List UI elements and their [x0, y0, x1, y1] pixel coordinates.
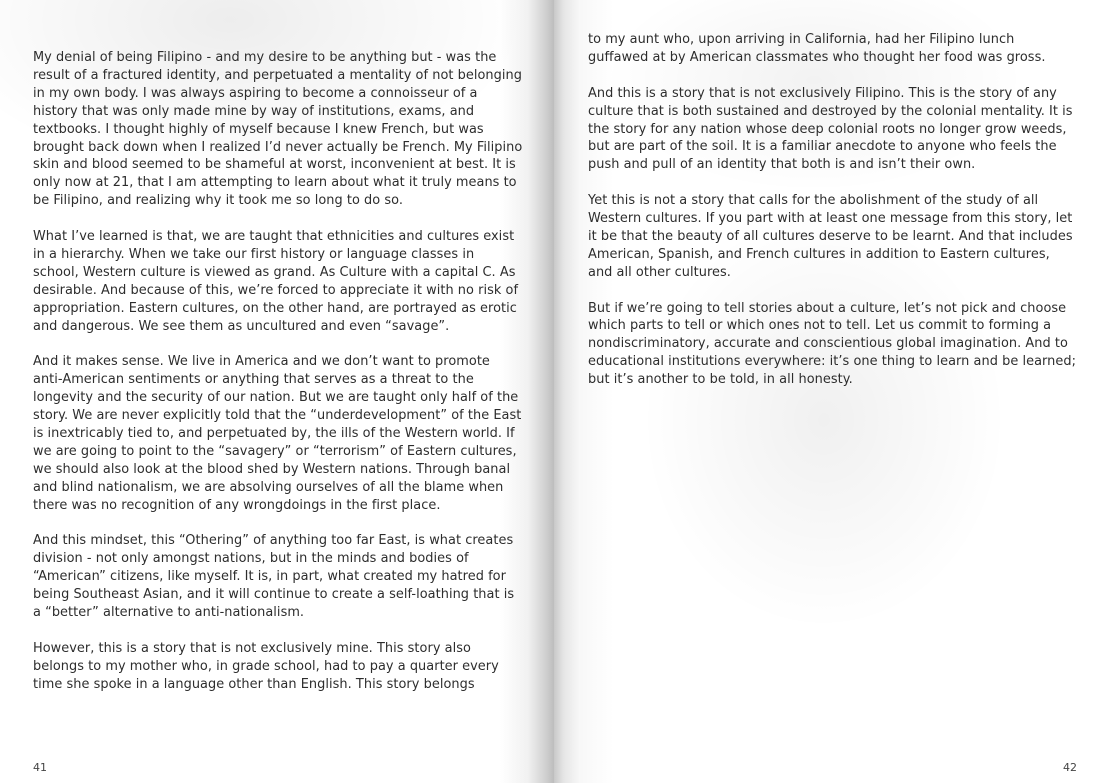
right-page-body: [588, 31, 1078, 389]
page-number-left: 41: [33, 761, 47, 774]
paragraph: And this is a story that is not exclusively Filipino. This is the story of any culture that is both sustained and destroyed by the colonial mentality. It is the story for any nation whose deep colonial roots no longer grow weeds, but are part of the soil. It is a familiar anecdote to anyone who feels the push and pull of an identity that both is and isn’t their own.: [588, 85, 1073, 173]
paragraph: What I’ve learned is that, we are taught that ethnicities and cultures exist in a hierarchy. When we take our first history or language classes in school, Western culture is viewed as grand. As Culture with a capital C. As desirable. And because of this, we’re forced to appreciate it with no risk of appropriation. Eastern cultures, on the other hand, are portrayed as erotic and dangerous. We see them as uncultured and even “savage”.: [33, 229, 519, 334]
right-page: [554, 0, 1107, 783]
paragraph: And this mindset, this “Othering” of anything too far East, is what creates division - not only amongst nations, but in the minds and bodies of “American” citizens, like myself. It is, in part, what created my hatred for being Southeast Asian, and it will continue to create a self-loathing that is a “better” alternative to anti-nationalism.: [33, 533, 515, 621]
paragraph: Yet this is not a story that calls for the abolishment of the study of all Western cultures. If you part with at least one message from this story, let it be that the beauty of all cultures deserve to be learnt. And that includes American, Spanish, and French cultures in addition to Eastern cultures, and all other cultures.: [588, 193, 1073, 280]
page-number-right: 42: [1063, 761, 1077, 774]
paragraph: My denial of being Filipino - and my desire to be anything but - was the result of a fractured identity, and perpetuated a mentality of not belonging in my own body. I was always aspiring to become a connoisseur of a history that was only made mine by way of institutions, exams, and textbooks. I thought highly of myself because I knew French, but was brought back down when I realized I’d never actually be French. My Filipino skin and blood seemed to be shameful at worst, inconvenient at best. It is only now at 21, that I am attempting to learn about what it truly means to be Filipino, and realizing why it took me so long to do so.: [33, 50, 523, 209]
paragraph: However, this is a story that is not exclusively mine. This story also belongs to my mother who, in grade school, had to pay a quarter every time she spoke in a language other than English. This story belongs: [33, 640, 499, 692]
paragraph: And it makes sense. We live in America and we don’t want to promote anti-American sentiments or anything that serves as a threat to the longevity and the security of our nation. But we are taught only half of the story. We are never explicitly told that the “underdevelopment” of the East is inextricably tied to, and perpetuated by, the ills of the Western world. If we are going to point to the “savagery” or “terrorism” of Eastern cultures, we should also look at the blood shed by Western nations. Through banal and blind nationalism, we are absolving ourselves of all the blame when there was no recognition of any wrongdoings in the first place.: [33, 354, 522, 513]
paragraph: But if we’re going to tell stories about a culture, let’s not pick and choose which parts to tell or which ones not to tell. Let us commit to forming a nondiscriminatory, accurate and conscientious global imagination. And to educational institutions everywhere: it’s one thing to learn and be learned; but it’s another to be told, in all honesty.: [588, 300, 1076, 388]
left-page-body: [33, 49, 523, 694]
paragraph: to my aunt who, upon arriving in California, had her Filipino lunch guffawed at by American classmates who thought her food was gross.: [588, 32, 1046, 65]
